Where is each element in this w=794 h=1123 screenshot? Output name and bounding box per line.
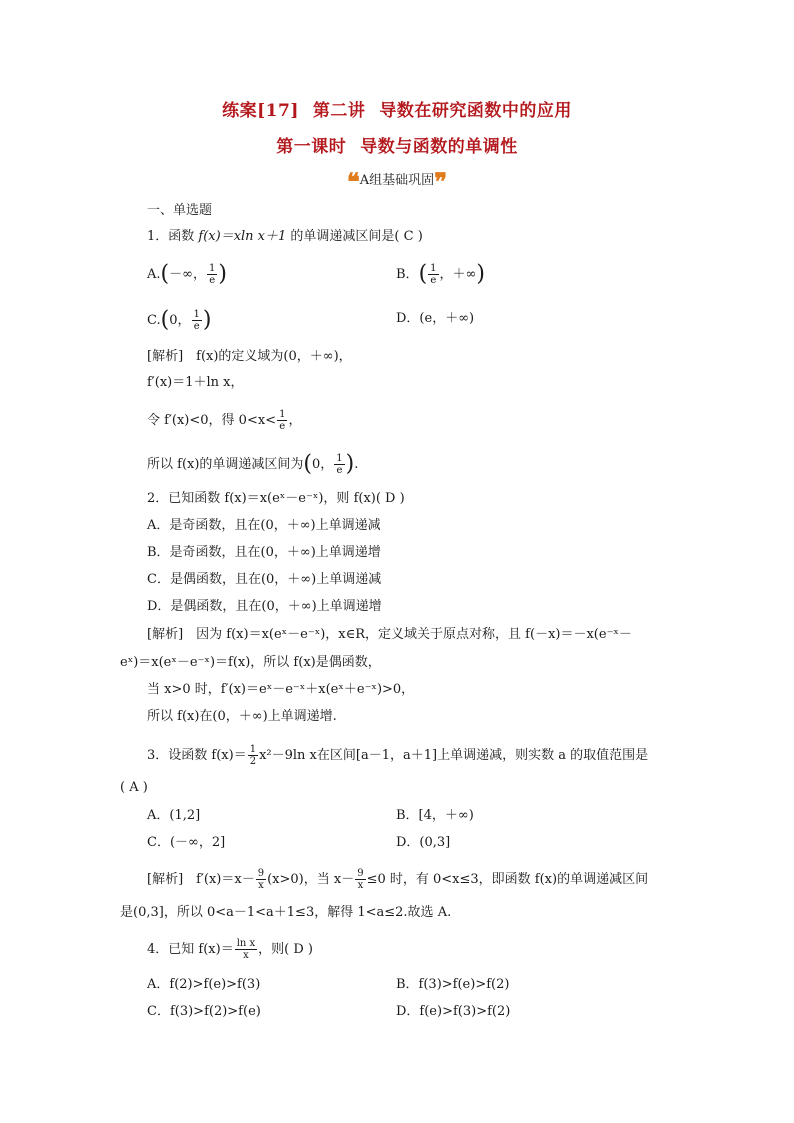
frac-den: e [209, 275, 216, 286]
q1-paren: ( [418, 261, 428, 287]
q3-solution-2: 是(0,3]，所以 0<a－1<a＋1≤3，解得 1<a≤2.故选 A. [120, 905, 452, 920]
q4-stem-text: 4．已知 f(x)＝ [147, 942, 234, 957]
frac-num: 1 [336, 453, 343, 464]
q1-solution-4-text: 所以 f(x)的单调递减区间为 [147, 457, 304, 472]
q1-option-b-fraction [428, 263, 438, 286]
q1-paren: ( [160, 261, 170, 287]
q3-stem [147, 744, 648, 767]
q3-stem-text: 3．设函数 f(x)＝ [147, 748, 247, 763]
q1-option-c-fraction [192, 309, 202, 332]
frac-den: x [243, 950, 249, 961]
q1-stem-tail: 的单调递减区间是( C ) [286, 229, 423, 244]
q1-option-a-fraction [207, 263, 217, 286]
q3-stem-tail: x²－9ln x在区间[a－1，a＋1]上单调递减，则实数 a 的取值范围是 [259, 748, 649, 763]
frac-num: 9 [357, 868, 364, 879]
q1-stem [147, 227, 423, 247]
q1-paren: ( [303, 451, 313, 477]
group-banner [0, 167, 794, 196]
q1-stem-text: 1．函数 [147, 229, 199, 244]
q4-option-b: B．f(3)>f(e)>f(2) [396, 977, 510, 992]
q1-option-b-text: ，＋∞ [439, 267, 477, 282]
frac-den: e [279, 421, 286, 432]
q4-option-d: D．f(e)>f(3)>f(2) [396, 1004, 511, 1019]
q4-option-c: C．f(3)>f(2)>f(e) [147, 1004, 261, 1019]
q3-option-a: A．(1,2] [147, 808, 201, 823]
q1-option-b-label: B． [396, 267, 419, 282]
q1-option-c [147, 309, 211, 332]
q1-option-a [147, 263, 227, 286]
q1-option-c-text: 0， [169, 313, 191, 328]
q2-option-a: A．是奇函数，且在(0，＋∞)上单调递减 [147, 518, 381, 533]
section-heading: 一、单选题 [147, 203, 213, 218]
q2-stem: 2．已知函数 f(x)＝x(eˣ－e⁻ˣ)，则 f(x)( D ) [147, 491, 405, 506]
q2-solution-2: eˣ)＝x(eˣ－e⁻ˣ)＝f(x)，所以 f(x)是偶函数， [120, 655, 381, 670]
frac-num: 1 [249, 744, 257, 755]
q1-solution-4 [147, 453, 358, 476]
close-quote-icon: ❞ [434, 167, 448, 196]
q1-solution-2: f′(x)＝1＋ln x， [147, 375, 244, 390]
frac-den: 2 [249, 756, 257, 767]
q3-solution-mid: (x>0)，当 x－ [267, 872, 355, 887]
q2-option-c: C．是偶函数，且在(0，＋∞)上单调递减 [147, 572, 382, 587]
lesson-subtitle [0, 132, 794, 157]
q2-option-b: B．是奇函数，且在(0，＋∞)上单调递增 [147, 545, 381, 560]
q1-option-d: D．(e，＋∞) [396, 311, 475, 326]
subtitle-lesson: 第一课时 [276, 137, 347, 157]
q1-solution-4-fraction [334, 453, 344, 476]
q4-fraction [235, 938, 257, 961]
frac-den: e [193, 321, 200, 332]
q3-solution-fraction-2 [355, 868, 365, 891]
q3-solution-fraction-1 [256, 868, 266, 891]
q3-answer: ( A ) [120, 780, 148, 795]
q3-solution-tail: ≤0 时，有 0<x≤3，即函数 f(x)的单调递减区间 [366, 872, 649, 887]
q3-fraction [248, 744, 258, 767]
q1-solution-fraction [277, 409, 287, 432]
lesson-title [0, 96, 794, 121]
q1-solution-4-tail: . [354, 457, 359, 472]
frac-den: x [357, 880, 364, 891]
q1-option-a-label: A. [147, 267, 161, 282]
q2-option-d: D．是偶函数，且在(0，＋∞)上单调递增 [147, 599, 382, 614]
q3-option-c: C．(－∞，2] [147, 835, 226, 850]
q2-solution-1: [解析] 因为 f(x)＝x(eˣ－e⁻ˣ)，x∈R，定义域关于原点对称，且 f(－x)＝－x(e⁻ˣ－ [147, 627, 632, 642]
frac-den: e [336, 465, 343, 476]
frac-den: x [258, 880, 264, 891]
frac-num: 9 [257, 868, 265, 879]
q1-solution-3-tail: ， [288, 413, 302, 428]
q2-solution-4: 所以 f(x)在(0，＋∞)上单调递增. [147, 709, 337, 724]
title-number: 练案[17] [222, 101, 299, 121]
q1-solution-1: [解析] f(x)的定义域为(0，＋∞)， [147, 349, 352, 364]
q4-option-a: A．f(2)>f(e)>f(3) [147, 977, 261, 992]
q3-option-b: B．[4，＋∞) [396, 808, 474, 823]
q1-option-a-text: －∞， [169, 267, 206, 282]
title-chapter: 第二讲 [312, 101, 366, 121]
q1-solution-3-text: 令 f′(x)<0，得 0<x< [147, 413, 277, 428]
q1-paren: ( [160, 307, 170, 333]
q1-paren: ) [202, 307, 212, 333]
frac-num: ln x [236, 938, 256, 949]
q1-paren: ) [218, 261, 227, 287]
q1-option-b [396, 263, 485, 286]
frac-num: 1 [430, 263, 437, 274]
q4-stem-tail: ，则( D ) [258, 942, 314, 957]
frac-num: 1 [279, 409, 286, 420]
subtitle-topic: 导数与函数的单调性 [360, 137, 518, 157]
title-topic: 导数在研究函数中的应用 [379, 101, 572, 121]
q4-stem [147, 938, 313, 961]
frac-den: e [430, 275, 437, 286]
q1-solution-3 [147, 409, 301, 432]
q1-solution-4-interval: 0， [312, 457, 334, 472]
q3-option-d: D．(0,3] [396, 835, 451, 850]
q1-function: f(x)＝xln x＋1 [198, 229, 287, 244]
frac-num: 1 [208, 263, 216, 274]
q3-solution-text: [解析] f′(x)＝x－ [147, 872, 255, 887]
q1-paren: ) [476, 261, 485, 287]
open-quote-icon: ❝ [346, 167, 360, 196]
q2-solution-3: 当 x>0 时，f′(x)＝eˣ－e⁻ˣ＋x(eˣ＋e⁻ˣ)>0， [147, 682, 415, 697]
q3-solution-1 [147, 868, 648, 891]
frac-num: 1 [193, 309, 200, 320]
q1-paren: ) [345, 451, 355, 477]
banner-text: A组基础巩固 [359, 173, 435, 188]
q1-option-c-label: C. [147, 313, 161, 328]
